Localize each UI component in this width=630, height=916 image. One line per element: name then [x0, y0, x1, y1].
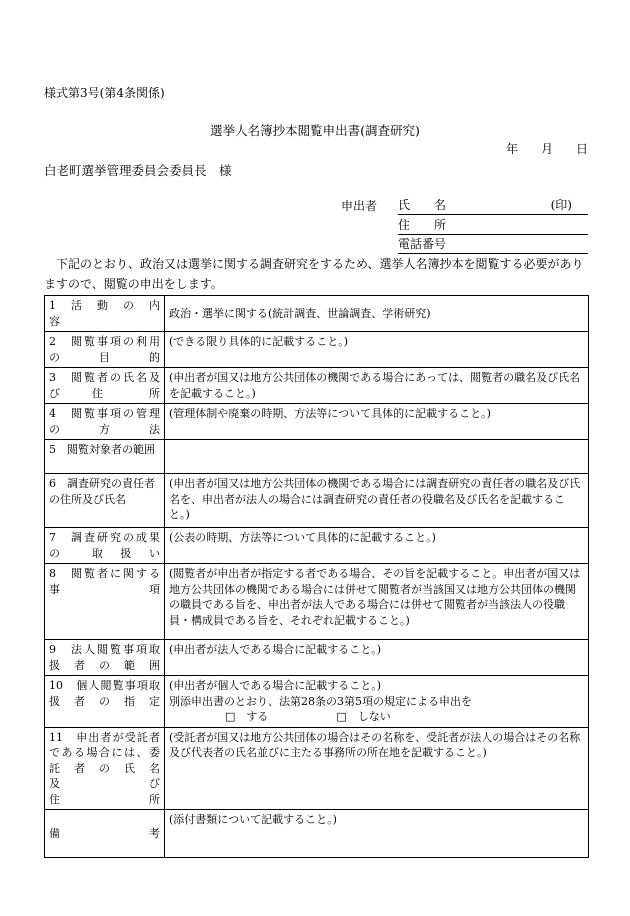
table-row: [45, 564, 589, 640]
table-row: [45, 332, 589, 368]
table-row: [45, 440, 589, 474]
form-number: 様式第3号(第4条関係): [44, 86, 165, 100]
item-label: 7 調査研究の成果 の 取 扱 い: [45, 528, 165, 564]
item-label: 10 個人閲覧事項取 扱 者 の 指 定: [45, 676, 165, 728]
applicant-name-field[interactable]: [398, 196, 588, 215]
applicant-address-field[interactable]: [398, 216, 588, 235]
applicant-phone-field[interactable]: [398, 235, 588, 254]
table-row: [45, 404, 589, 440]
table-row: [45, 474, 589, 528]
item-value[interactable]: 政治・選挙に関する(統計調査、世論調査、学術研究): [165, 296, 589, 332]
page-title: 選挙人名簿抄本閲覧申出書(調査研究): [210, 123, 420, 138]
item-value[interactable]: (管理体制や廃棄の時期、方法等について具体的に記載すること。): [165, 404, 589, 440]
item-label: 3 閲覧者の氏名及 び 住 所: [45, 368, 165, 404]
applicant-label: 申出者: [341, 199, 378, 213]
item-value-note: (申出者が個人である場合に記載すること。): [169, 679, 382, 692]
item-value[interactable]: (閲覧者が申出者が指定する者である場合、その旨を記載すること。申出者が国又は地方公共団体の機関である場合には併せて閲覧者が当該国又は地方公共団体の機関の職員である旨を、申出者が法人である場合には併せて閲覧者が当該法人の役職員・構成員である旨を、それぞれ記載すること。): [165, 564, 589, 640]
table-row: [45, 727, 589, 810]
address-label: 住 所: [398, 218, 447, 232]
date-day: 日: [576, 142, 589, 156]
item-value-text: 別添申出書のとおり、法第28条の3第5項の規定による申出を: [169, 694, 472, 708]
checkbox-yes[interactable]: □ する: [225, 710, 269, 723]
table-row: [45, 296, 589, 332]
item-value[interactable]: (申出者が国又は地方公共団体の機関である場合には調査研究の責任者の職名及び氏名を、申出者が法人の場合には調査研究の責任者の役職名及び氏名を記載すること。): [165, 474, 589, 528]
item-value[interactable]: (受託者が国又は地方公共団体の場合はその名称を、受託者が法人の場合はその名称及び代表者の氏名並びに主たる事務所の所在地を記載すること。): [165, 727, 589, 810]
table-row: [45, 368, 589, 404]
item-value[interactable]: (公表の時期、方法等について具体的に記載すること。): [165, 528, 589, 564]
phone-label: 電話番号: [398, 237, 447, 251]
checkbox-row: [169, 709, 584, 725]
item-value[interactable]: [165, 676, 589, 728]
addressee: 白老町選挙管理委員会委員長 様: [44, 163, 232, 178]
name-label: 氏 名: [398, 198, 447, 212]
item-value[interactable]: [165, 440, 589, 474]
item-label: 2 閲覧事項の利用 の 目 的: [45, 332, 165, 368]
item-label: 1 活 動 の 内 容: [45, 296, 165, 332]
item-label: 8 閲覧者に関する 事 項: [45, 564, 165, 640]
table-row: [45, 810, 589, 858]
table-row: [45, 640, 589, 676]
item-label: 9 法人閲覧事項取 扱 者 の 範 囲: [45, 640, 165, 676]
date-year: 年: [506, 142, 519, 156]
item-value[interactable]: (添付書類について記載すること。): [165, 810, 589, 858]
table-row: [45, 676, 589, 728]
item-value[interactable]: (申出者が国又は地方公共団体の機関である場合にあっては、閲覧者の職名及び氏名を記載すること。): [165, 368, 589, 404]
item-value[interactable]: (できる限り具体的に記載すること。): [165, 332, 589, 368]
item-label: 4 閲覧事項の管理 の 方 法: [45, 404, 165, 440]
checkbox-no[interactable]: □ しない: [336, 710, 391, 723]
item-label: 11 申出者が受託者 である場合には、委 託 者 の 氏 名 及 び 住 所: [45, 727, 165, 810]
intro-text: 下記のとおり、政治又は選挙に関する調査研究をするため、選挙人名簿抄本を閲覧する必要がありますので、閲覧の申出をします。: [44, 257, 584, 291]
item-label: 備 考: [45, 810, 165, 858]
date-month: 月: [541, 142, 554, 156]
application-items-table: [44, 295, 589, 858]
seal-mark: (印): [550, 198, 572, 212]
item-label: 5 閲覧対象者の範囲: [45, 440, 165, 474]
item-label: 6 調査研究の責任者の住所及び氏名: [45, 474, 165, 528]
date-line: [506, 142, 588, 156]
item-value[interactable]: (申出者が法人である場合に記載すること。): [165, 640, 589, 676]
table-row: [45, 528, 589, 564]
